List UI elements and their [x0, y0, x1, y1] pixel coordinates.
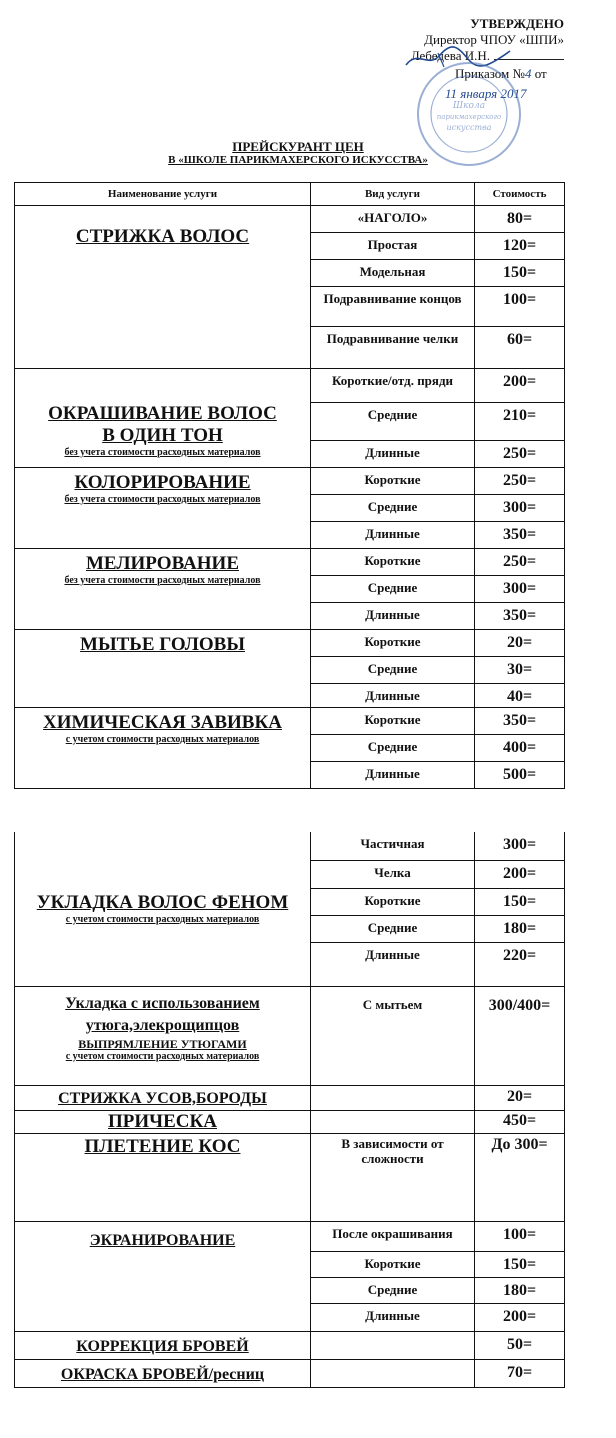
- service-price: 20=: [475, 1085, 565, 1110]
- service-highlighting: [15, 549, 311, 630]
- service-price: 20=: [475, 630, 565, 657]
- service-type: Короткие: [311, 1251, 475, 1277]
- table-row: [15, 1331, 565, 1359]
- service-type: Короткие/отд. пряди: [311, 369, 475, 403]
- table-row: [15, 206, 565, 233]
- service-note: с учетом стоимости расходных материалов: [65, 1050, 260, 1062]
- table-row: [15, 708, 565, 735]
- table-row: [15, 832, 565, 860]
- service-price: 80=: [475, 206, 565, 233]
- service-type: С мытьем: [311, 986, 475, 1085]
- service-type: Средние: [311, 576, 475, 603]
- service-type: Длинные: [311, 441, 475, 468]
- service-price: 210=: [475, 403, 565, 441]
- service-price: 250=: [475, 441, 565, 468]
- service-name: СТРИЖКА УСОВ,БОРОДЫ: [58, 1089, 267, 1107]
- service-type: Подравнивание челки: [311, 327, 475, 369]
- service-coloring: [15, 468, 311, 549]
- service-price: 180=: [475, 915, 565, 942]
- service-price: 200=: [475, 1303, 565, 1331]
- svg-text:Школа: Школа: [452, 101, 486, 111]
- service-price: 500=: [475, 762, 565, 789]
- service-name: СТРИЖКА ВОЛОС: [75, 226, 250, 247]
- service-name: ХИМИЧЕСКАЯ ЗАВИВКА: [43, 712, 282, 733]
- service-iron: [15, 986, 311, 1085]
- service-name: ПЛЕТЕНИЕ КОС: [84, 1135, 241, 1157]
- service-type: Длинные: [311, 603, 475, 630]
- service-name: ОКРАШИВАНИЕ ВОЛОС В ОДИН ТОН: [48, 403, 277, 446]
- table-row: [15, 468, 565, 495]
- service-type: Средние: [311, 915, 475, 942]
- service-price: 300=: [475, 495, 565, 522]
- service-type: Длинные: [311, 762, 475, 789]
- service-price: До 300=: [475, 1133, 565, 1221]
- service-price: 70=: [475, 1359, 565, 1387]
- service-type: Подравнивание концов: [311, 287, 475, 327]
- service-price: 120=: [475, 233, 565, 260]
- service-type: Простая: [311, 233, 475, 260]
- service-type: Короткие: [311, 549, 475, 576]
- table-row: [15, 1221, 565, 1251]
- service-name: УКЛАДКА ВОЛОС ФЕНОМ: [36, 892, 289, 913]
- price-table-1: [14, 182, 565, 789]
- service-shield: [15, 1221, 311, 1331]
- service-price: 250=: [475, 468, 565, 495]
- service-name: ОКРАСКА БРОВЕЙ/ресниц: [60, 1365, 265, 1383]
- service-sub: ВЫПРЯМЛЕНИЕ УТЮГАМИ: [78, 1036, 247, 1051]
- service-type: В зависимости от сложности: [311, 1133, 475, 1221]
- header-type: Вид услуги: [311, 183, 475, 206]
- service-note: без учета стоимости расходных материалов: [64, 447, 261, 458]
- table-row: [15, 369, 565, 403]
- service-name: КОЛОРИРОВАНИЕ: [74, 472, 251, 493]
- service-type: Длинные: [311, 942, 475, 986]
- table-row: [15, 630, 565, 657]
- service-wash: [15, 630, 311, 708]
- service-price: 100=: [475, 287, 565, 327]
- order-number: 4: [524, 66, 532, 81]
- service-beard: [15, 1085, 311, 1110]
- table-row: [15, 1133, 565, 1221]
- service-price: 200=: [475, 369, 565, 403]
- service-type: [311, 1359, 475, 1387]
- service-price: 350=: [475, 708, 565, 735]
- service-blowdry: [15, 832, 311, 986]
- service-brow-fix: [15, 1331, 311, 1359]
- svg-text:парикмахерского: парикмахерского: [436, 113, 502, 121]
- service-type: Средние: [311, 495, 475, 522]
- doc-title: ПРЕЙСКУРАНТ ЦЕН: [232, 139, 364, 154]
- header-price: Стоимость: [475, 183, 565, 206]
- service-price: 300=: [475, 576, 565, 603]
- service-type: Средние: [311, 1277, 475, 1303]
- service-price: 220=: [475, 942, 565, 986]
- service-price: 60=: [475, 327, 565, 369]
- service-braid: [15, 1133, 311, 1221]
- service-price: 350=: [475, 603, 565, 630]
- service-type: Короткие: [311, 888, 475, 915]
- service-note: с учетом стоимости расходных материалов: [65, 914, 260, 925]
- service-note: с учетом стоимости расходных материалов: [65, 734, 260, 745]
- service-type: Частичная: [311, 832, 475, 860]
- service-type: Короткие: [311, 630, 475, 657]
- director-name: Лебедева И.Н.: [410, 48, 490, 63]
- table-row: [15, 1110, 565, 1133]
- service-name: ПРИЧЕСКА: [108, 1110, 217, 1132]
- service-note: без учета стоимости расходных материалов: [64, 575, 261, 586]
- service-type: Длинные: [311, 684, 475, 708]
- service-price: 100=: [475, 1221, 565, 1251]
- service-price: 150=: [475, 1251, 565, 1277]
- service-type: Короткие: [311, 708, 475, 735]
- service-type: Длинные: [311, 522, 475, 549]
- approved-label: УТВЕРЖДЕНО: [470, 16, 564, 31]
- service-dye: [15, 369, 311, 468]
- service-price: 200=: [475, 860, 565, 888]
- service-price: 40=: [475, 684, 565, 708]
- director-label: Директор ЧПОУ «ШПИ»: [424, 32, 564, 47]
- service-name: Укладка с использованием утюга,элекрощипцов: [65, 994, 260, 1034]
- table-row: [15, 549, 565, 576]
- service-hairdo: [15, 1110, 311, 1133]
- service-note: без учета стоимости расходных материалов: [64, 494, 261, 505]
- price-table-2: [14, 832, 565, 1388]
- service-price: 300=: [475, 832, 565, 860]
- service-price: 150=: [475, 888, 565, 915]
- svg-text:искусства: искусства: [446, 123, 492, 132]
- service-price: 450=: [475, 1110, 565, 1133]
- service-perm: [15, 708, 311, 789]
- service-price: 300/400=: [475, 986, 565, 1085]
- order-date: 11 января 2017: [445, 86, 527, 101]
- service-price: 150=: [475, 260, 565, 287]
- service-type: Короткие: [311, 468, 475, 495]
- service-type: Челка: [311, 860, 475, 888]
- service-type: «НАГОЛО»: [311, 206, 475, 233]
- service-price: 30=: [475, 657, 565, 684]
- service-price: 350=: [475, 522, 565, 549]
- service-name: ЭКРАНИРОВАНИЕ: [89, 1231, 236, 1249]
- service-type: [311, 1085, 475, 1110]
- service-type: Средние: [311, 735, 475, 762]
- service-price: 400=: [475, 735, 565, 762]
- table-row: [15, 986, 565, 1085]
- table-row: [15, 1085, 565, 1110]
- service-price: 50=: [475, 1331, 565, 1359]
- service-brow-tint: [15, 1359, 311, 1387]
- service-name: МЕЛИРОВАНИЕ: [86, 553, 239, 574]
- service-type: [311, 1331, 475, 1359]
- service-type: Средние: [311, 403, 475, 441]
- service-price: 180=: [475, 1277, 565, 1303]
- service-type: Средние: [311, 657, 475, 684]
- service-name: МЫТЬЕ ГОЛОВЫ: [80, 634, 245, 655]
- order-line: Приказом №4 от: [455, 66, 547, 81]
- service-price: 250=: [475, 549, 565, 576]
- service-type: [311, 1110, 475, 1133]
- service-name: КОРРЕКЦИЯ БРОВЕЙ: [76, 1337, 249, 1355]
- service-type: После окрашивания: [311, 1221, 475, 1251]
- service-haircut: [15, 206, 311, 369]
- doc-subtitle: В «ШКОЛЕ ПАРИКМАХЕРСКОГО ИСКУССТВА»: [168, 154, 428, 166]
- service-type: Длинные: [311, 1303, 475, 1331]
- service-type: Модельная: [311, 260, 475, 287]
- table-row: [15, 1359, 565, 1387]
- header-service: Наименование услуги: [15, 183, 311, 206]
